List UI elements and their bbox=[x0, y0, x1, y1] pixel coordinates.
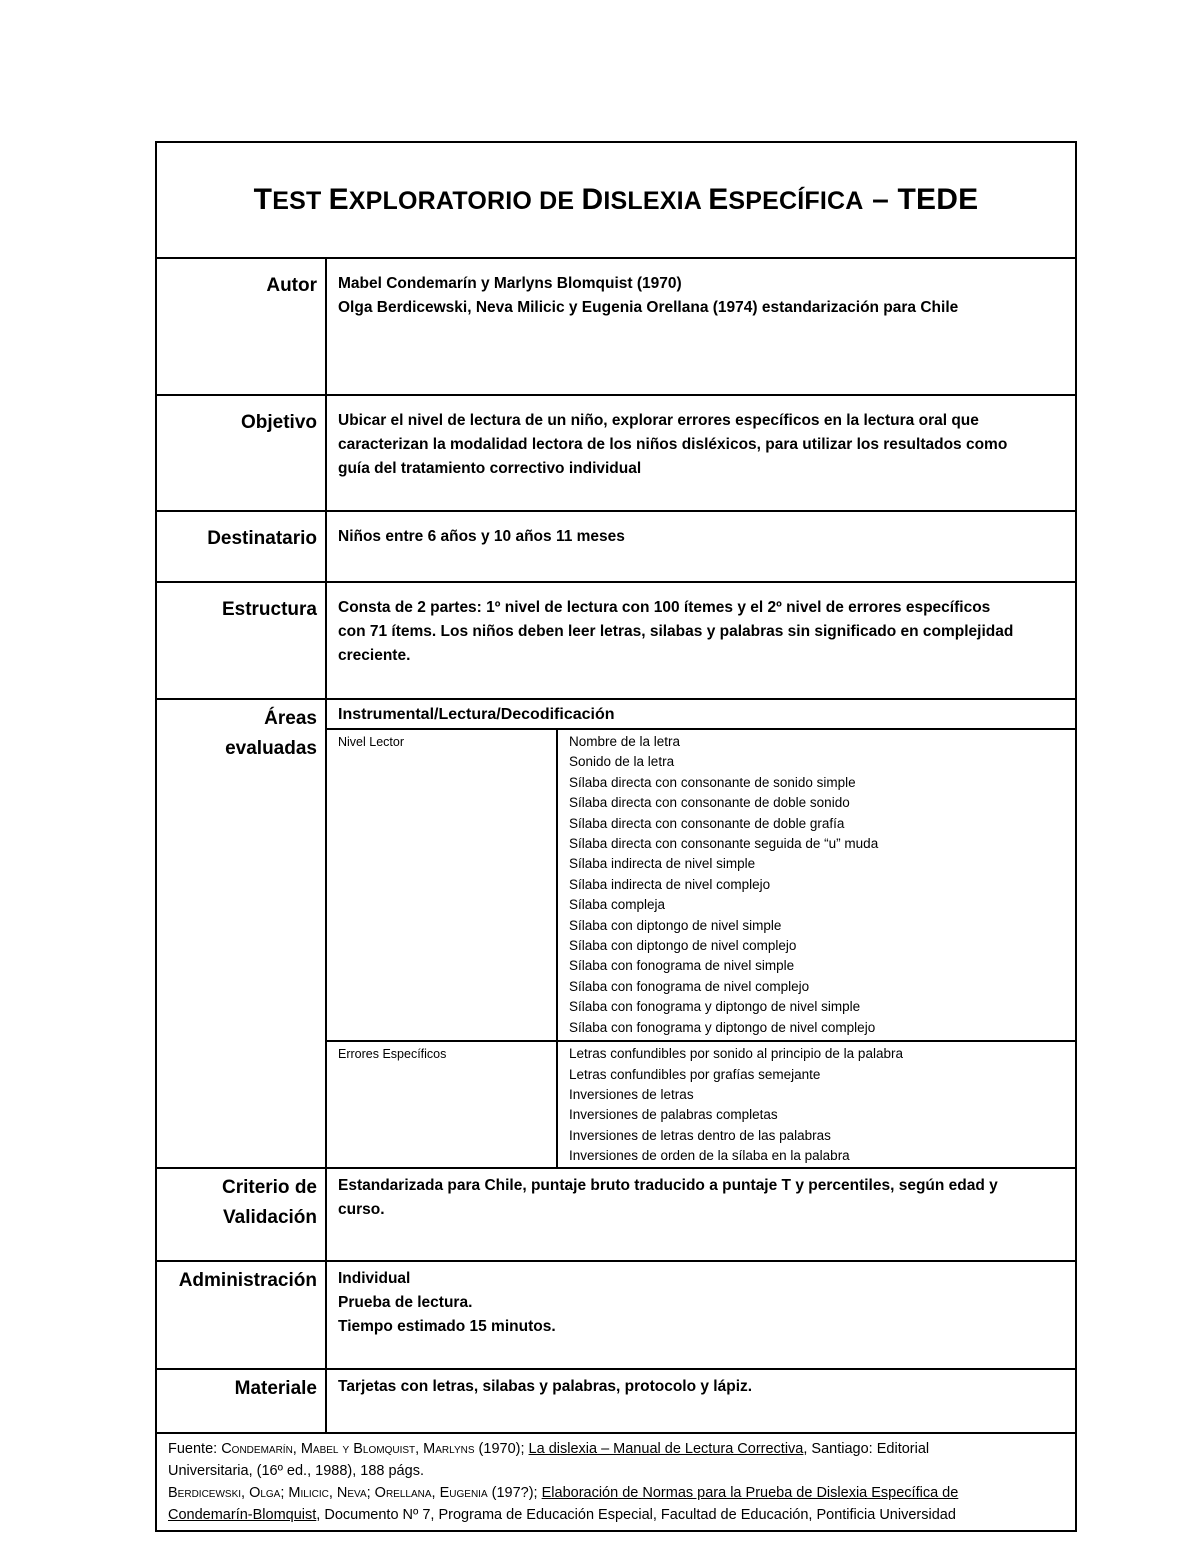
materiale-value: Tarjetas con letras, silabas y palabras, protocolo y lápiz. bbox=[326, 1369, 1076, 1433]
autor-label: Autor bbox=[156, 258, 326, 395]
administracion-label: Administración bbox=[156, 1261, 326, 1369]
estructura-label: Estructura bbox=[156, 582, 326, 699]
list-item: Inversiones de letras bbox=[569, 1086, 694, 1102]
materiale-label: Materiale bbox=[156, 1369, 326, 1433]
list-item: Nombre de la letra bbox=[569, 734, 681, 749]
areas-label: Áreas evaluadas bbox=[156, 699, 326, 1168]
list-item: Sílaba con fonograma y diptongo de nivel complejo bbox=[569, 1019, 876, 1035]
list-item: Sílaba directa con consonante de doble sonido bbox=[569, 795, 850, 811]
list-item: Letras confundibles por grafías semejante bbox=[569, 1066, 821, 1082]
book-title-link: La dislexia – Manual de Lectura Correctiva bbox=[528, 1440, 804, 1457]
title-cell bbox=[156, 142, 1076, 258]
list-item: Inversiones de orden de la sílaba en la palabra bbox=[569, 1148, 850, 1164]
list-item: Sílaba indirecta de nivel simple bbox=[569, 856, 756, 872]
objetivo-label: Objetivo bbox=[156, 395, 326, 511]
criterio-label: Criterio de Validación bbox=[156, 1168, 326, 1261]
errores-list bbox=[557, 1041, 1075, 1166]
page-title: TEST EXPLORATORIO DE DISLEXIA ESPECÍFICA – TEDE bbox=[253, 183, 979, 216]
criterio-value: Estandarizada para Chile, puntaje bruto traducido a puntaje T y percentiles, según edad y curso. bbox=[326, 1168, 1076, 1261]
nivel-lector-label: Nivel Lector bbox=[327, 730, 557, 1041]
destinatario-value: Niños entre 6 años y 10 años 11 meses bbox=[326, 511, 1076, 582]
tede-table bbox=[155, 141, 1077, 1532]
administracion-value: Individual Prueba de lectura. Tiempo estimado 15 minutos. bbox=[326, 1261, 1076, 1369]
list-item: Sílaba indirecta de nivel complejo bbox=[569, 876, 771, 892]
autor-value: Mabel Condemarín y Marlyns Blomquist (1970) Olga Berdicewski, Neva Milicic y Eugenia Orellana (1974) estandarización para Chile bbox=[326, 258, 1076, 395]
nivel-lector-list bbox=[557, 730, 1075, 1041]
list-item: Sílaba con fonograma de nivel complejo bbox=[569, 978, 810, 994]
list-item: Sílaba directa con consonante de doble grafía bbox=[569, 815, 845, 831]
list-item: Sílaba directa con consonante seguida de “u” muda bbox=[569, 836, 879, 852]
list-item: Inversiones de palabras completas bbox=[569, 1107, 778, 1123]
list-item: Sílaba con diptongo de nivel complejo bbox=[569, 938, 797, 954]
document bbox=[155, 141, 1075, 1532]
areas-value bbox=[326, 699, 1076, 1168]
areas-header: Instrumental/Lectura/Decodificación bbox=[327, 700, 1075, 730]
list-item: Letras confundibles por sonido al principio de la palabra bbox=[569, 1046, 903, 1062]
list-item: Sílaba con diptongo de nivel simple bbox=[569, 917, 782, 933]
areas-subtable bbox=[327, 730, 1075, 1167]
list-item: Inversiones de letras dentro de las palabras bbox=[569, 1127, 831, 1143]
list-item: Sílaba directa con consonante de sonido simple bbox=[569, 774, 856, 790]
list-item: Sílaba con fonograma y diptongo de nivel simple bbox=[569, 999, 861, 1015]
objetivo-value: Ubicar el nivel de lectura de un niño, explorar errores específicos en la lectura oral que caracterizan la modalidad lectora de los niños disléxicos, para utilizar los resultados como guía del tratamiento correctivo individual bbox=[326, 395, 1076, 511]
list-item: Sílaba compleja bbox=[569, 897, 666, 913]
estructura-value: Consta de 2 partes: 1º nivel de lectura con 100 ítemes y el 2º nivel de errores específicos con 71 ítems. Los niños deben leer letras, silabas y palabras sin significado en complejidad creciente. bbox=[326, 582, 1076, 699]
errores-label: Errores Específicos bbox=[327, 1041, 557, 1166]
destinatario-label: Destinatario bbox=[156, 511, 326, 582]
list-item: Sílaba con fonograma de nivel simple bbox=[569, 958, 795, 974]
source-note: Fuente: Condemarín, Mabel y Blomquist, Marlyns (1970); La dislexia – Manual de Lectura Correctiva, Santiago: Editorial Universitaria, (16º ed., 1988), 188 págs. Berdicewski, Olga; Milicic, Neva; Orellana, Eugenia (197?); Elaboración de Normas para la Prueba de Dislexia Específica de Condemarín-Blomquist, Documento Nº 7, Programa de Educación Especial, Facultad de Educación, Pontificia Universidad bbox=[156, 1433, 1076, 1531]
list-item: Sonido de la letra bbox=[569, 754, 675, 770]
